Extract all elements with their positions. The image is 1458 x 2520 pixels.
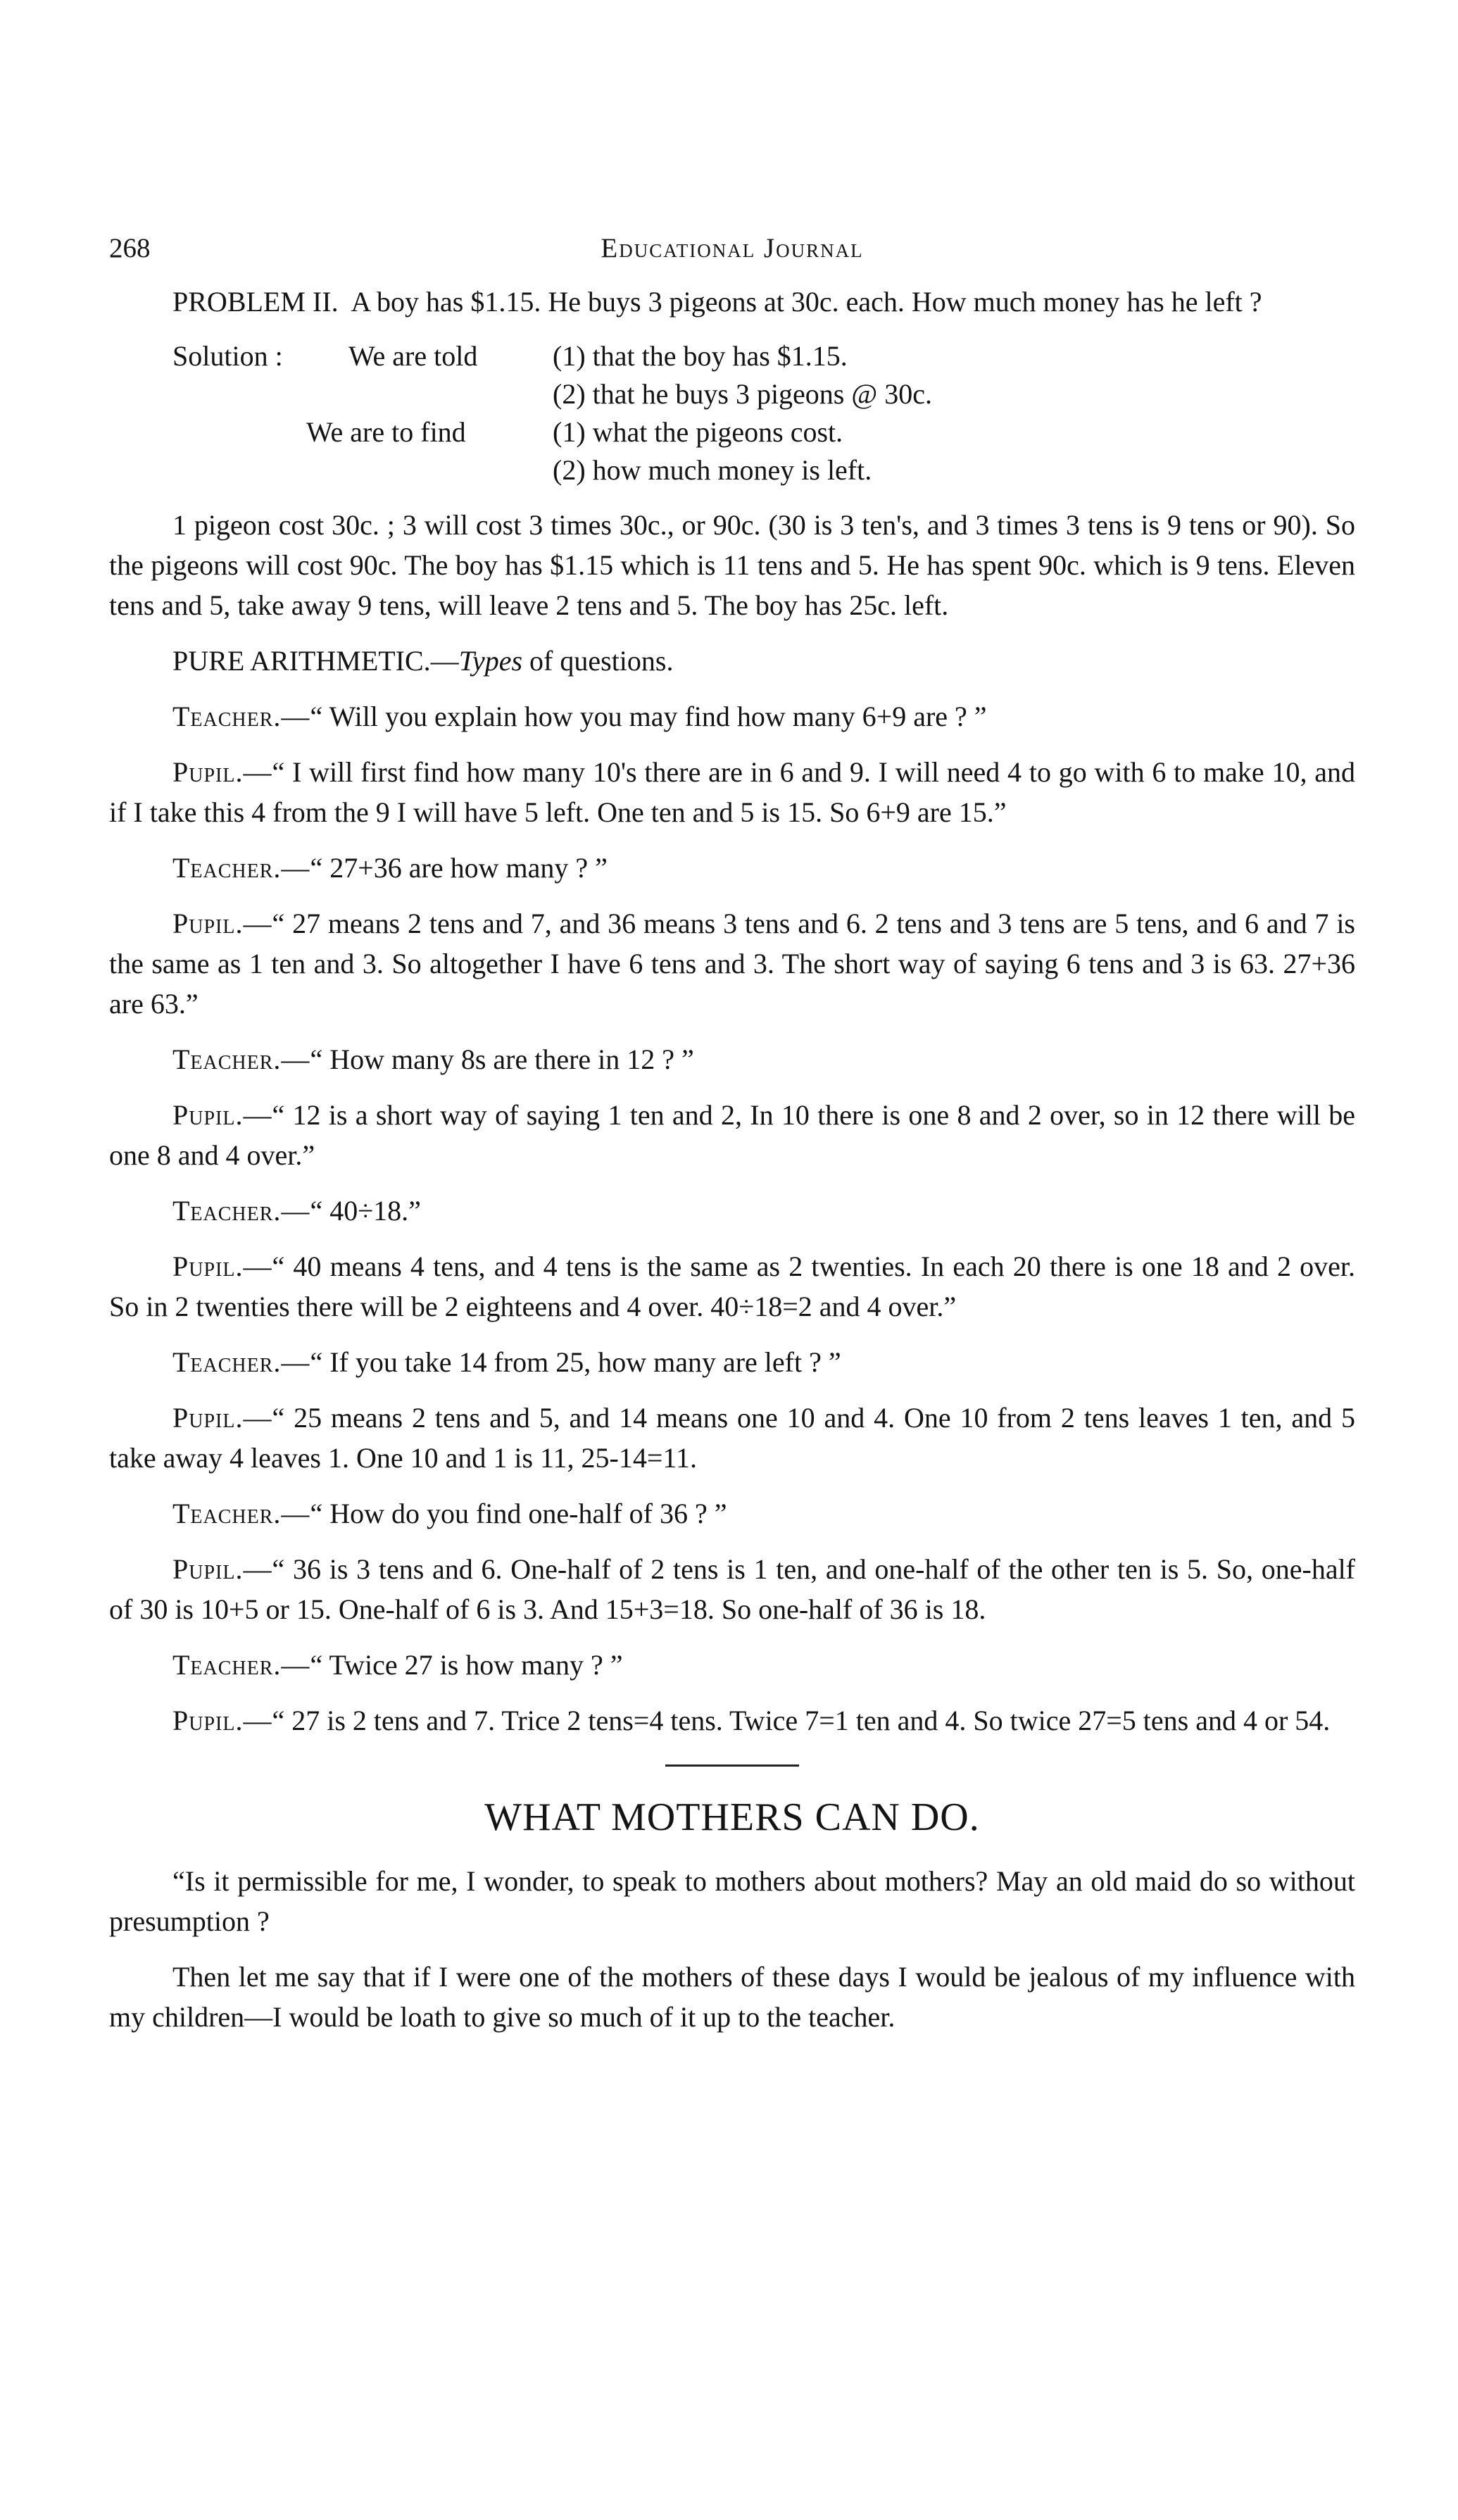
speaker-label: Pupil.— bbox=[172, 908, 272, 939]
article-paragraph: “Is it permissible for me, I wonder, to speak to mothers about mothers? May an old maid do so without presumption ? bbox=[109, 1865, 1355, 1937]
dialogue-text: “ 25 means 2 tens and 5, and 14 means one 10 and 4. One 10 from 2 tens leaves 1 ten, and 5 take away 4 leaves 1. One 10 and 1 is 11, 25-14=11. bbox=[109, 1402, 1355, 1474]
speaker-label: Teacher.— bbox=[172, 1649, 310, 1681]
dialogue-line bbox=[109, 752, 1355, 832]
dialogue-text: “ How do you find one-half of 36 ? ” bbox=[310, 1498, 727, 1529]
pure-arithmetic-heading bbox=[109, 641, 1355, 681]
problem-heading: PROBLEM II. bbox=[172, 286, 339, 318]
dialogue-line bbox=[109, 1095, 1355, 1175]
dialogue-text: “ 40÷18.” bbox=[310, 1195, 421, 1227]
article-title: WHAT MOTHERS CAN DO. bbox=[484, 1795, 980, 1839]
dialogue-line bbox=[109, 696, 1355, 736]
speaker-label: Pupil.— bbox=[172, 1553, 272, 1585]
speaker-label: Pupil.— bbox=[172, 1099, 272, 1131]
speaker-label: Teacher.— bbox=[172, 1195, 310, 1227]
dialogue-line bbox=[109, 1700, 1355, 1741]
problem-statement bbox=[109, 282, 1355, 322]
dialogue-text: “ How many 8s are there in 12 ? ” bbox=[310, 1043, 694, 1075]
dialogue-text: “ 27+36 are how many ? ” bbox=[310, 852, 608, 884]
pure-arithmetic-label: PURE ARITHMETIC.— bbox=[172, 645, 459, 677]
dialogue-text: “ If you take 14 from 25, how many are left ? ” bbox=[310, 1346, 841, 1378]
speaker-label: Pupil.— bbox=[172, 1250, 272, 1282]
page bbox=[109, 232, 1355, 2037]
told-item-2: (2) that he buys 3 pigeons @ 30c. bbox=[553, 378, 932, 410]
solution-label: Solution : bbox=[172, 340, 283, 372]
dialogue-text: “ Will you explain how you may find how many 6+9 are ? ” bbox=[310, 701, 987, 732]
section-divider bbox=[665, 1764, 799, 1767]
speaker-label: Teacher.— bbox=[172, 852, 310, 884]
page-header bbox=[109, 232, 1355, 282]
problem-text: A boy has $1.15. He buys 3 pigeons at 30c. each. How much money has he left ? bbox=[351, 286, 1262, 318]
article-paragraph: Then let me say that if I were one of the mothers of these days I would be jealous of my influence with my children—I would be loath to give so much of it up to the teacher. bbox=[109, 1961, 1355, 2033]
dialogue-text: “ 27 is 2 tens and 7. Trice 2 tens=4 tens. Twice 7=1 ten and 4. So twice 27=5 tens and 4 or 54. bbox=[272, 1705, 1331, 1736]
find-label: We are to find bbox=[306, 416, 466, 448]
speaker-label: Teacher.— bbox=[172, 1498, 310, 1529]
dialogue-line bbox=[109, 1342, 1355, 1382]
problem-working: 1 pigeon cost 30c. ; 3 will cost 3 times 30c., or 90c. (30 is 3 ten's, and 3 times 3 tens is 9 tens or 90). So the pigeons will cost 90c. The boy has $1.15 which is 11 tens and 5. He has spent 90c. which is 9 tens. Eleven tens and 5, take away 9 tens, will leave 2 tens and 5. The boy has 25c. left. bbox=[109, 509, 1355, 621]
speaker-label: Teacher.— bbox=[172, 1346, 310, 1378]
told-item-1: (1) that the boy has $1.15. bbox=[553, 340, 848, 372]
dialogue-line bbox=[109, 1191, 1355, 1231]
find-item-2: (2) how much money is left. bbox=[553, 454, 872, 486]
dialogue-line bbox=[109, 1645, 1355, 1685]
dialogue-line bbox=[109, 848, 1355, 888]
dialogue-line bbox=[109, 1549, 1355, 1629]
dialogue-text: “ Twice 27 is how many ? ” bbox=[310, 1649, 623, 1681]
pure-arithmetic-suffix: of questions. bbox=[529, 645, 674, 677]
dialogue-line bbox=[109, 1246, 1355, 1327]
dialogue-text: “ 12 is a short way of saying 1 ten and 2, In 10 there is one 8 and 2 over, so in 12 there will be one 8 and 4 over.” bbox=[109, 1099, 1355, 1171]
page-number: 268 bbox=[109, 233, 151, 263]
speaker-label: Pupil.— bbox=[172, 1402, 272, 1434]
dialogue-line bbox=[109, 1039, 1355, 1079]
find-item-1: (1) what the pigeons cost. bbox=[553, 416, 843, 448]
dialogue-line bbox=[109, 1398, 1355, 1478]
speaker-label: Teacher.— bbox=[172, 1043, 310, 1075]
told-label: We are told bbox=[348, 340, 478, 372]
dialogue-line bbox=[109, 903, 1355, 1024]
pure-arithmetic-subheading: Types bbox=[458, 645, 523, 677]
speaker-label: Pupil.— bbox=[172, 756, 272, 788]
dialogue-text: “ 36 is 3 tens and 6. One-half of 2 tens is 1 ten, and one-half of the other ten is 5. So, one-half of 30 is 10+5 or 15. One-half of 6 is 3. And 15+3=18. So one-half of 36 is 18. bbox=[109, 1553, 1355, 1625]
dialogue-text: “ 40 means 4 tens, and 4 tens is the same as 2 twenties. In each 20 there is one 18 and 2 over. So in 2 twenties there will be 2 eighteens and 4 over. 40÷18=2 and 4 over.” bbox=[109, 1250, 1355, 1322]
running-title: Educational Journal bbox=[601, 233, 864, 263]
speaker-label: Pupil.— bbox=[172, 1705, 272, 1736]
speaker-label: Teacher.— bbox=[172, 701, 310, 732]
dialogue-text: “ 27 means 2 tens and 7, and 36 means 3 tens and 6. 2 tens and 3 tens are 5 tens, and 6 and 7 is the same as 1 ten and 3. So altogether I have 6 tens and 3. The short way of saying 6 tens and 3 is 63. 27+36 are 63.” bbox=[109, 908, 1355, 1020]
dialogue-line bbox=[109, 1493, 1355, 1534]
dialogue-text: “ I will first find how many 10's there are in 6 and 9. I will need 4 to go with 6 to make 10, and if I take this 4 from the 9 I will have 5 left. One ten and 5 is 15. So 6+9 are 15.” bbox=[109, 756, 1355, 828]
solution-block bbox=[109, 337, 1355, 489]
